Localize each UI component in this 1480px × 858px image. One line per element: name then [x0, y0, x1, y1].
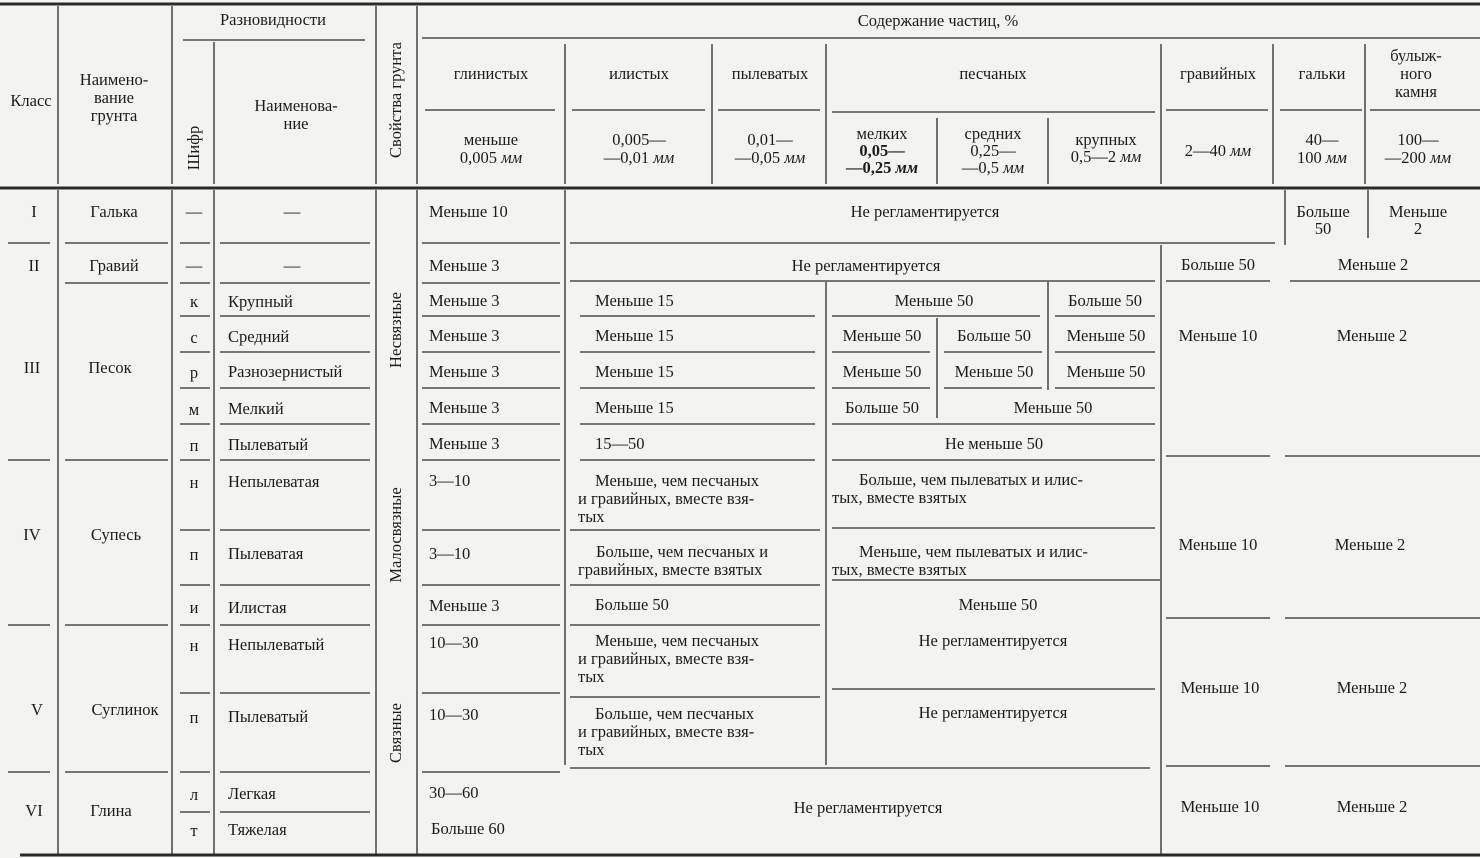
code-l: л [189, 785, 199, 804]
cell-gravel: Больше 50 [1181, 255, 1255, 274]
cell-clay: Больше 60 [431, 819, 505, 838]
variety-name: Пылеватый [228, 435, 309, 454]
cell-clay: 10—30 [429, 633, 479, 652]
cell-not-regulated: Не регламентируется [850, 202, 1000, 221]
size-dust-line1: 0,01— [747, 130, 793, 149]
cell-gravel: Меньше 10 [1180, 797, 1260, 816]
class-ii: II [28, 256, 40, 275]
variety-name: Пылеватая [228, 544, 304, 563]
variety-name: Средний [228, 327, 290, 346]
header-variety: Разновидности [220, 10, 326, 29]
cell-clay: Меньше 3 [429, 398, 500, 417]
cell-silt-dust-line3: тых [578, 667, 605, 686]
size-fine-line2: 0,05— [859, 141, 905, 160]
header-name-line1: Наимено- [79, 70, 149, 89]
cell-silt-dust: 15—50 [595, 434, 645, 453]
cell-sand-coarse: Меньше 50 [1066, 326, 1146, 345]
cell-silt-dust-line3: тых [578, 740, 605, 759]
header-clay: глинистых [453, 64, 529, 83]
cell-silt-dust: Меньше 15 [595, 362, 674, 381]
cell-clay: Меньше 3 [429, 434, 500, 453]
header-boulder-line3: камня [1395, 82, 1437, 101]
cell-silt-dust-line2: и гравийных, вместе взя- [578, 722, 755, 741]
cell-sand-fine-medium: Меньше 50 [894, 291, 974, 310]
size-silt-line2: —0,01 мм [603, 148, 675, 167]
header-boulder-line1: булыж- [1390, 46, 1442, 65]
cell-sand-line2: тых, вместе взятых [832, 488, 967, 507]
cell-silt-dust: Меньше 15 [595, 326, 674, 345]
class-v: V [31, 700, 43, 719]
cell-sand: Меньше 50 [958, 595, 1038, 614]
class-name-sand: Песок [88, 358, 132, 377]
variety-name: Тяжелая [228, 820, 287, 839]
cell-clay: Меньше 3 [429, 596, 500, 615]
cell-silt-dust-line1: Больше, чем песчаных [595, 704, 755, 723]
cell-silt-dust-line1: Больше, чем песчаных и [596, 542, 769, 561]
cell-sand-fine: Меньше 50 [842, 326, 922, 345]
size-silt-line1: 0,005— [612, 130, 666, 149]
header-sand: песчаных [959, 64, 1027, 83]
class-name-gravel: Гравий [89, 256, 139, 275]
class-iv: IV [23, 525, 41, 544]
header-class: Класс [10, 91, 52, 110]
cell-clay: Меньше 10 [429, 202, 508, 221]
cell-not-regulated: Не регламентируется [793, 798, 943, 817]
header-pebble: гальки [1298, 64, 1346, 83]
cell-sand-fine: Больше 50 [845, 398, 919, 417]
cell-sand: Не меньше 50 [944, 434, 1044, 453]
header-silt: илистых [609, 64, 669, 83]
class-i: I [31, 202, 37, 221]
cell-sand-medium-coarse: Меньше 50 [1013, 398, 1093, 417]
cell-sand-fine: Меньше 50 [842, 362, 922, 381]
cell-sand-line1: Меньше, чем пылеватых и илис- [859, 542, 1088, 561]
cell-sand-line2: тых, вместе взятых [832, 560, 967, 579]
cell-silt-dust: Меньше 15 [595, 398, 674, 417]
group-nonbinding: Несвязные [386, 292, 405, 368]
code-t: т [190, 821, 198, 840]
variety-name: Непылеватый [228, 635, 325, 654]
group-lowbinding: Малосвязные [386, 487, 405, 583]
code-s: с [190, 328, 198, 347]
cell-gravel: Меньше 10 [1178, 535, 1258, 554]
cell-pebble-boulder: Меньше 2 [1336, 797, 1408, 816]
cell-clay: Меньше 3 [429, 362, 500, 381]
header-properties: Свойства грунта [386, 42, 405, 158]
cell-silt-dust: Больше 50 [595, 595, 669, 614]
variety-name: Илистая [228, 598, 287, 617]
code-n: н [189, 473, 199, 492]
cell-silt-dust-line1: Меньше, чем песчаных [595, 471, 759, 490]
code-p: п [189, 545, 199, 564]
cell-sand-coarse: Больше 50 [1068, 291, 1142, 310]
cell-pebble-boulder: Меньше 2 [1336, 326, 1408, 345]
header-variety-name-line1: Наименова- [254, 96, 338, 115]
header-gravel: гравийных [1180, 64, 1256, 83]
cell-boulder-line1: Меньше [1388, 202, 1448, 221]
size-pebble-line1: 40— [1305, 130, 1339, 149]
class-name-clay: Глина [90, 801, 132, 820]
cell-boulder-line2: 2 [1413, 219, 1423, 238]
cell-sand-coarse: Меньше 50 [1066, 362, 1146, 381]
size-medium-line3: —0,5 мм [961, 158, 1025, 177]
code-k: к [189, 292, 199, 311]
code-n: н [189, 636, 199, 655]
cell-gravel: Меньше 10 [1180, 678, 1260, 697]
class-vi: VI [25, 801, 43, 820]
cell-silt-dust: Меньше 15 [595, 291, 674, 310]
size-clay-line2: 0,005 мм [459, 148, 523, 167]
cell-clay: 3—10 [429, 544, 471, 563]
class-name-pebble: Галька [90, 202, 138, 221]
code-i: и [189, 598, 199, 617]
cell-clay: 10—30 [429, 705, 479, 724]
cell-sand-medium: Больше 50 [957, 326, 1031, 345]
variety-name: Мелкий [228, 399, 284, 418]
size-gravel: 2—40 мм [1184, 141, 1252, 160]
header-boulder-line2: ного [1400, 64, 1432, 83]
size-fine-line3: —0,25 мм [845, 158, 919, 177]
header-name-line3: грунта [90, 106, 138, 125]
variety-name: Легкая [228, 784, 276, 803]
cell-pebble-line2: 50 [1314, 219, 1332, 238]
variety-name: Пылеватый [228, 707, 309, 726]
code-dash: — [185, 202, 203, 221]
group-binding: Связные [386, 703, 405, 763]
variety-name: Непылеватая [228, 472, 320, 491]
cell-gravel: Меньше 10 [1178, 326, 1258, 345]
code-p: п [189, 708, 199, 727]
cell-clay: Меньше 3 [429, 291, 500, 310]
class-name-sandy-loam: Супесь [90, 525, 142, 544]
cell-sand-line1: Больше, чем пылеватых и илис- [859, 470, 1084, 489]
size-clay-line1: меньше [463, 130, 519, 149]
cell-pebble-boulder: Меньше 2 [1334, 535, 1406, 554]
cell-sand-medium: Меньше 50 [954, 362, 1034, 381]
class-name-loam: Суглинок [91, 700, 159, 719]
size-medium-line2: 0,25— [970, 141, 1016, 160]
cell-sand: Не регламентируется [918, 703, 1068, 722]
header-code: Шифр [184, 125, 203, 171]
cell-clay: 3—10 [429, 471, 471, 490]
cell-clay: Меньше 3 [429, 326, 500, 345]
cell-silt-dust-line2: гравийных, вместе взятых [578, 560, 763, 579]
size-coarse-line2: 0,5—2 мм [1070, 147, 1142, 166]
size-medium-line1: средних [964, 124, 1022, 143]
size-coarse-line1: крупных [1075, 130, 1137, 149]
cell-pebble-line1: Больше [1296, 202, 1350, 221]
code-r: р [189, 363, 199, 382]
code-m: м [188, 400, 200, 419]
cell-clay: 30—60 [429, 783, 479, 802]
header-dust: пылеватых [731, 64, 809, 83]
header-variety-name-line2: ние [283, 114, 309, 133]
code-dash: — [185, 256, 203, 275]
code-p: п [189, 436, 199, 455]
header-particle-content: Содержание частиц, % [857, 11, 1019, 30]
class-iii: III [23, 358, 41, 377]
size-fine-line1: мелких [856, 124, 908, 143]
cell-sand: Не регламентируется [918, 631, 1068, 650]
header-name-line2: вание [94, 88, 134, 107]
size-pebble-line2: 100 мм [1297, 148, 1347, 167]
size-dust-line2: —0,05 мм [734, 148, 806, 167]
cell-pebble-boulder: Меньше 2 [1337, 255, 1409, 274]
cell-not-regulated: Не регламентируется [791, 256, 941, 275]
cell-silt-dust-line2: и гравийных, вместе взя- [578, 489, 755, 508]
size-boulder-line2: —200 мм [1384, 148, 1452, 167]
cell-silt-dust-line2: и гравийных, вместе взя- [578, 649, 755, 668]
variety-dash: — [283, 256, 301, 275]
cell-pebble-boulder: Меньше 2 [1336, 678, 1408, 697]
variety-name: Крупный [228, 292, 293, 311]
cell-clay: Меньше 3 [429, 256, 500, 275]
variety-dash: — [283, 202, 301, 221]
variety-name: Разнозернистый [228, 362, 343, 381]
size-boulder-line1: 100— [1397, 130, 1439, 149]
cell-silt-dust-line1: Меньше, чем песчаных [595, 631, 759, 650]
cell-silt-dust-line3: тых [578, 507, 605, 526]
